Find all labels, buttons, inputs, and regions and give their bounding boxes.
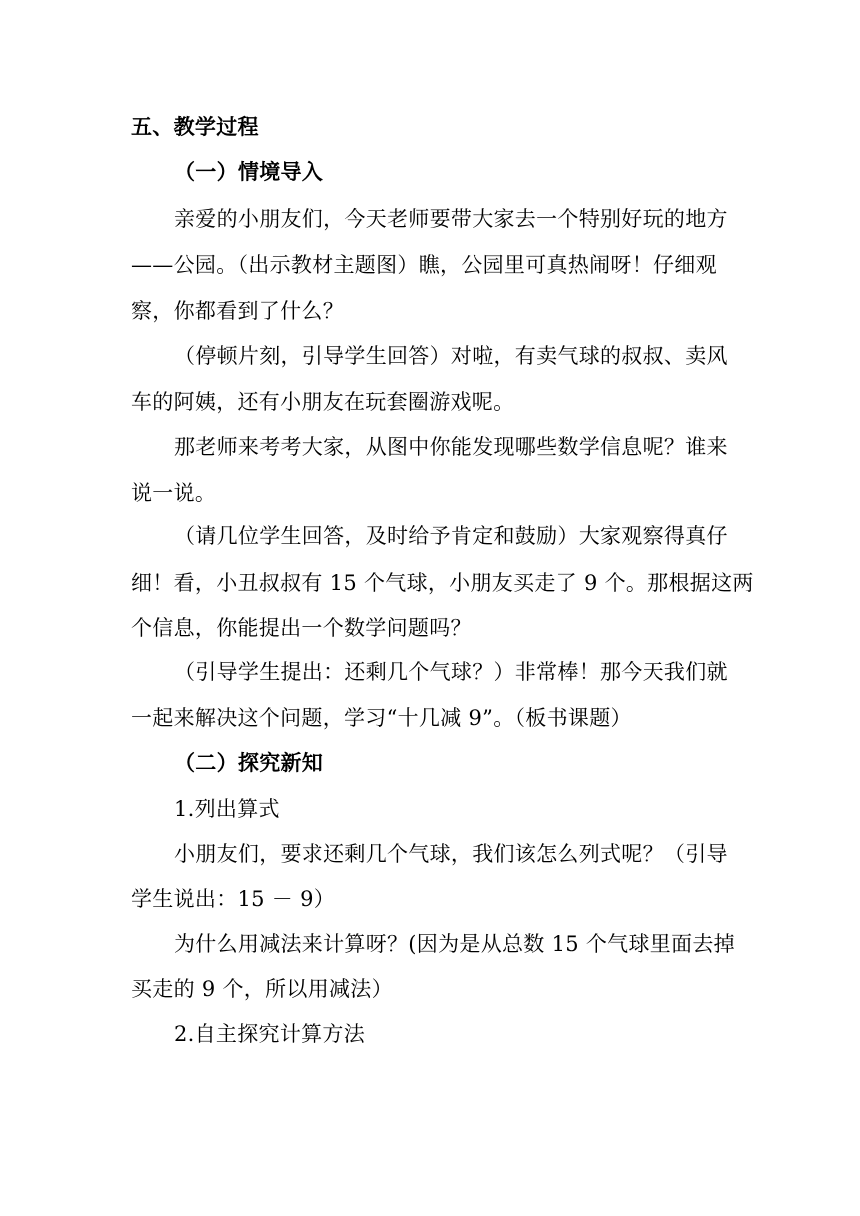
paragraph-7-line-1: 为什么用减法来计算呀？(因为是从总数 15 个气球里面去掉 xyxy=(174,932,735,956)
paragraph-6-line-2: 学生说出：15 － 9） xyxy=(131,887,336,911)
paragraph-4-line-1: （请几位学生回答，及时给予肯定和鼓励）大家观察得真仔 xyxy=(174,524,728,548)
paragraph-7-line-2: 买走的 9 个，所以用减法） xyxy=(131,977,393,1001)
paragraph-1-line-3: 察，你都看到了什么？ xyxy=(131,299,344,323)
list-item-2: 2.自主探究计算方法 xyxy=(174,1022,366,1046)
list-item-1: 1.列出算式 xyxy=(174,797,280,821)
paragraph-1-line-1: 亲爱的小朋友们，今天老师要带大家去一个特别好玩的地方 xyxy=(174,207,728,231)
paragraph-3-line-2: 说一说。 xyxy=(131,481,217,505)
subsection-heading-1: （一）情境导入 xyxy=(174,159,324,184)
paragraph-4-line-2: 细！看，小丑叔叔有 15 个气球，小朋友买走了 9 个。那根据这两 xyxy=(131,571,754,595)
paragraph-5-line-1: （引导学生提出：还剩几个气球？）非常棒！那今天我们就 xyxy=(174,660,728,684)
section-heading: 五、教学过程 xyxy=(131,114,259,139)
paragraph-2-line-2: 车的阿姨，还有小朋友在玩套圈游戏呢。 xyxy=(131,390,515,414)
paragraph-3-line-1: 那老师来考考大家，从图中你能发现哪些数学信息呢？谁来 xyxy=(174,435,728,459)
subsection-heading-2: （二）探究新知 xyxy=(174,750,324,775)
paragraph-1-line-2: ——公园。（出示教材主题图）瞧，公园里可真热闹呀！仔细观 xyxy=(131,253,717,277)
paragraph-5-line-2: 一起来解决这个问题，学习“十几减 9”。（板书课题） xyxy=(131,706,632,730)
paragraph-6-line-1: 小朋友们，要求还剩几个气球，我们该怎么列式呢？（引导 xyxy=(174,842,728,866)
paragraph-4-line-3: 个信息，你能提出一个数学问题吗？ xyxy=(131,616,472,640)
paragraph-2-line-1: （停顿片刻，引导学生回答）对啦，有卖气球的叔叔、卖风 xyxy=(174,344,728,368)
